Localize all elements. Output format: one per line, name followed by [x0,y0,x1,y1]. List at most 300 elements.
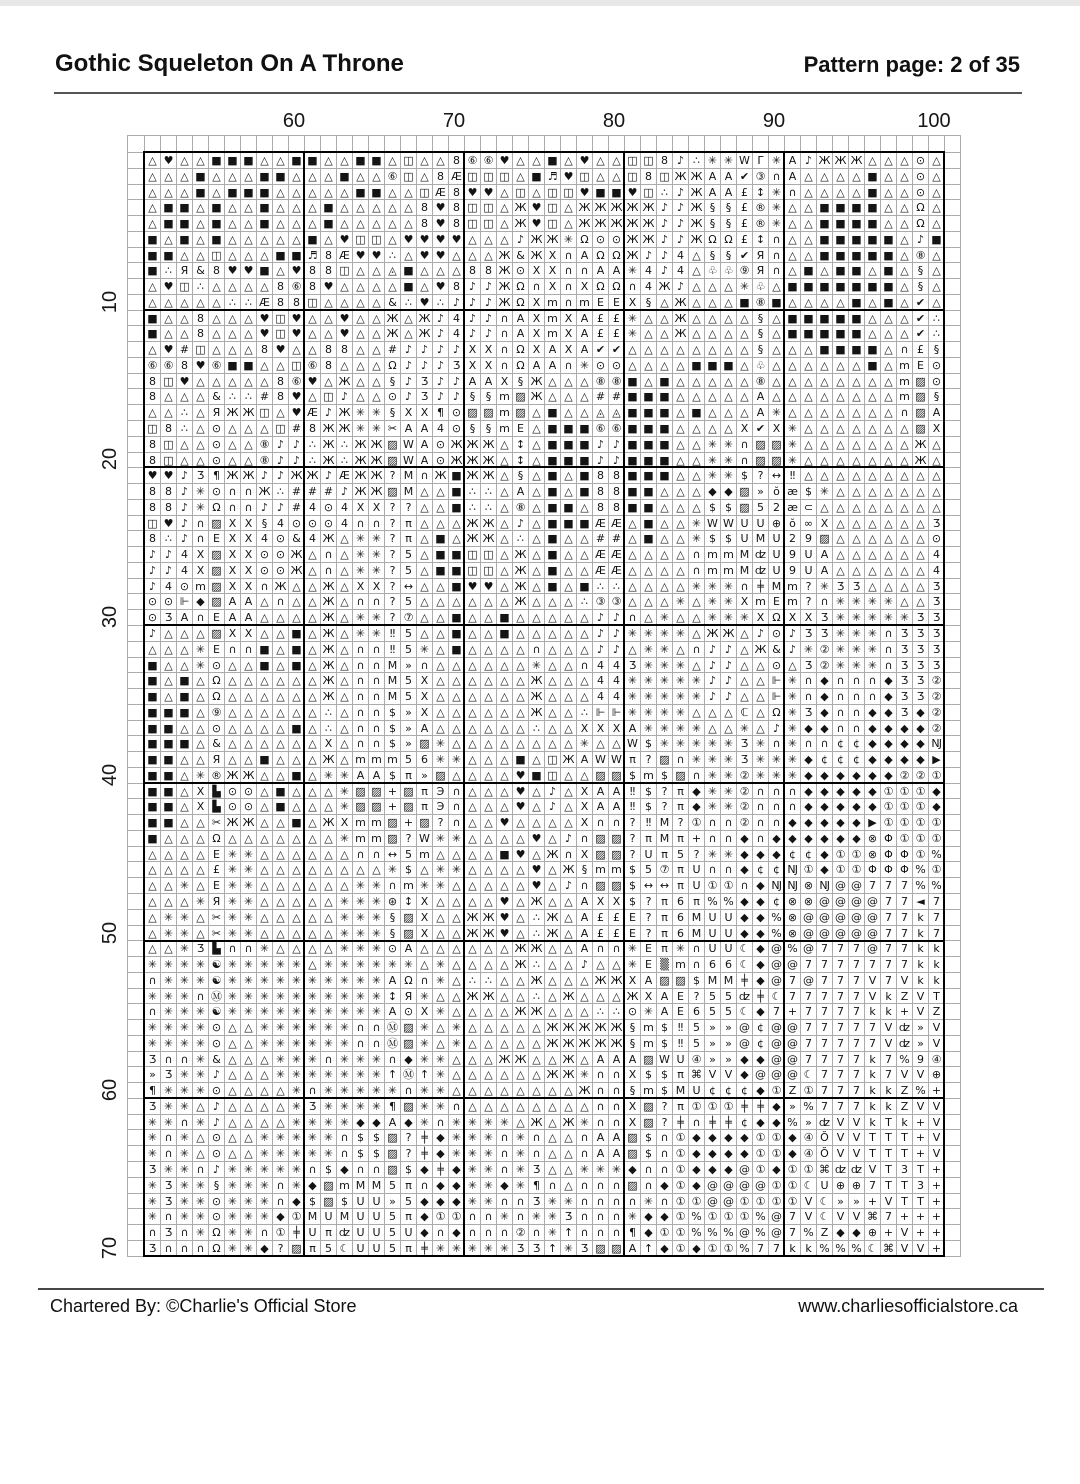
pattern-cell: 7 [849,973,865,989]
pattern-cell: Ж [241,405,257,421]
pattern-cell: ♪ [561,878,577,894]
pattern-cell: △ [497,705,513,721]
pattern-cell: ♪ [481,311,497,327]
pattern-cell: Ж [577,1036,593,1052]
pattern-cell: △ [177,326,193,342]
pattern-cell: △ [433,721,449,737]
pattern-cell: △ [497,642,513,658]
pattern-cell: △ [273,673,289,689]
pattern-cell: ◆ [705,1130,721,1146]
pattern-cell: @ [865,894,881,910]
pattern-cell: Ʒ [161,1194,177,1210]
pattern-cell: △ [529,405,545,421]
pattern-cell: ¶ [433,405,449,421]
pattern-cell: ♪ [513,516,529,532]
pattern-cell: ? [657,784,673,800]
pattern-cell: △ [305,910,321,926]
pattern-cell: 7 [881,926,897,942]
pattern-cell: » [913,1036,929,1052]
pattern-cell: ✳ [289,1115,305,1131]
pattern-cell: △ [177,311,193,327]
pattern-cell: △ [673,389,689,405]
pattern-cell: ⑧ [257,453,273,469]
pattern-cell: △ [897,185,913,201]
pattern-cell: ■ [657,405,673,421]
pattern-cell: △ [305,894,321,910]
pattern-cell: △ [257,421,273,437]
pattern-cell: ✳ [193,642,209,658]
pattern-cell: Ж [273,579,289,595]
pattern-cell: ⊙ [241,784,257,800]
pattern-cell: ■ [321,200,337,216]
pattern-cell: △ [145,185,161,201]
pattern-cell: △ [481,610,497,626]
pattern-cell: ♥ [369,248,385,264]
pattern-cell: X [417,689,433,705]
pattern-cell: ♪ [657,263,673,279]
margin-cell [945,1020,961,1036]
pattern-cell: æ [785,484,801,500]
pattern-cell: ♥ [145,468,161,484]
pattern-cell: ■ [145,815,161,831]
pattern-cell: Ж [609,216,625,232]
pattern-cell: △ [433,941,449,957]
pattern-cell: △ [225,326,241,342]
pattern-cell: △ [321,831,337,847]
pattern-cell: △ [385,216,401,232]
pattern-cell: △ [337,689,353,705]
pattern-cell: △ [465,941,481,957]
pattern-cell: △ [193,1130,209,1146]
pattern-cell: △ [465,1083,481,1099]
pattern-cell: X [417,910,433,926]
pattern-cell: + [929,1225,945,1241]
pattern-cell: △ [545,1099,561,1115]
pattern-cell: △ [689,705,705,721]
pattern-cell: 4 [337,500,353,516]
pattern-cell: » [705,1052,721,1068]
pattern-cell: △ [529,1099,545,1115]
pattern-cell: △ [337,642,353,658]
pattern-cell: △ [689,279,705,295]
pattern-cell: ? [689,847,705,863]
pattern-cell: M [689,926,705,942]
pattern-cell: £ [737,200,753,216]
pattern-cell: ∩ [481,1225,497,1241]
pattern-cell: π [625,752,641,768]
pattern-cell: A [593,784,609,800]
pattern-cell: ① [913,815,929,831]
pattern-cell: ■ [225,358,241,374]
pattern-cell: △ [481,941,497,957]
pattern-cell: A [481,374,497,390]
pattern-cell: ✳ [465,1162,481,1178]
pattern-cell: △ [369,389,385,405]
pattern-cell: △ [241,658,257,674]
pattern-cell: △ [785,405,801,421]
pattern-cell: ✳ [321,1130,337,1146]
pattern-cell: Ж [609,1036,625,1052]
pattern-cell: △ [897,453,913,469]
pattern-cell: Ж [417,311,433,327]
pattern-cell: ◆ [817,768,833,784]
margin-cell [945,516,961,532]
pattern-cell: Ж [241,468,257,484]
pattern-cell: 5 [385,1241,401,1257]
pattern-cell: 8 [273,374,289,390]
pattern-cell: △ [625,531,641,547]
pattern-cell: # [385,342,401,358]
pattern-cell: Ʒ [449,358,465,374]
pattern-cell: » [785,1099,801,1115]
pattern-cell: △ [881,389,897,405]
pattern-cell: Ǌ [929,736,945,752]
pattern-cell: ✳ [321,957,337,973]
pattern-cell: ◆ [657,1209,673,1225]
pattern-cell: ∴ [225,389,241,405]
pattern-cell: V [929,1099,945,1115]
pattern-cell: △ [625,642,641,658]
pattern-cell: ⊙ [241,799,257,815]
pattern-cell: ♥ [561,169,577,185]
pattern-cell: A [353,768,369,784]
pattern-cell: △ [225,200,241,216]
pattern-cell: ✳ [673,689,689,705]
pattern-cell: △ [497,721,513,737]
pattern-cell: ■ [449,547,465,563]
pattern-cell: Ж [529,248,545,264]
pattern-cell: # [593,531,609,547]
pattern-cell: A [545,358,561,374]
pattern-cell: △ [561,721,577,737]
pattern-cell: ∩ [833,721,849,737]
pattern-cell: Ж [497,1052,513,1068]
pattern-cell: △ [193,736,209,752]
pattern-cell: ▨ [209,579,225,595]
pattern-cell: ✳ [465,1194,481,1210]
pattern-cell: $ [385,705,401,721]
pattern-cell: △ [417,279,433,295]
pattern-cell: ∩ [769,263,785,279]
pattern-cell: X [369,579,385,595]
pattern-cell: ∩ [529,642,545,658]
pattern-cell: V [833,1130,849,1146]
pattern-cell: ☾ [737,1004,753,1020]
pattern-cell: △ [561,736,577,752]
pattern-cell: ╪ [737,973,753,989]
pattern-cell: △ [481,815,497,831]
pattern-cell: ? [385,531,401,547]
pattern-cell: Ω [209,1225,225,1241]
pattern-cell: £ [609,311,625,327]
pattern-cell: ʣ [817,1115,833,1131]
pattern-cell: △ [897,295,913,311]
pattern-cell: △ [433,263,449,279]
pattern-cell: ■ [625,374,641,390]
pattern-cell: △ [785,358,801,374]
pattern-cell: △ [737,658,753,674]
pattern-cell: △ [321,784,337,800]
pattern-cell: 7 [801,989,817,1005]
pattern-cell: △ [161,326,177,342]
pattern-cell: Ж [465,453,481,469]
pattern-cell: ■ [257,642,273,658]
pattern-cell: ∩ [609,1194,625,1210]
pattern-cell: △ [177,453,193,469]
pattern-cell: Ж [577,1020,593,1036]
pattern-cell: ■ [545,500,561,516]
pattern-cell: Ж [561,752,577,768]
pattern-cell: ♪ [609,626,625,642]
pattern-cell: ⌘ [881,1241,897,1257]
pattern-cell: E [209,610,225,626]
pattern-cell: ♪ [417,342,433,358]
pattern-cell: ■ [449,642,465,658]
pattern-cell: ■ [785,279,801,295]
pattern-cell: ◆ [705,1146,721,1162]
pattern-cell: △ [833,374,849,390]
pattern-cell: ✔ [737,248,753,264]
pattern-cell: Ж [321,531,337,547]
pattern-cell: X [529,295,545,311]
pattern-cell: △ [433,579,449,595]
pattern-cell: Ω [913,216,929,232]
pattern-cell: m [641,1083,657,1099]
pattern-cell: ¢ [753,1020,769,1036]
pattern-cell: ✳ [177,957,193,973]
pattern-cell: ⊙ [913,169,929,185]
pattern-cell: Ж [545,926,561,942]
pattern-cell: △ [481,1067,497,1083]
pattern-cell: △ [225,1099,241,1115]
pattern-cell: △ [849,500,865,516]
pattern-cell: ① [769,1083,785,1099]
pattern-cell: 9 [801,531,817,547]
pattern-cell: ✳ [753,736,769,752]
pattern-cell: ✳ [193,1225,209,1241]
pattern-cell: ◆ [705,484,721,500]
pattern-cell: » [753,484,769,500]
pattern-cell: $ [657,1067,673,1083]
pattern-cell: ■ [785,326,801,342]
pattern-cell: ◆ [273,1209,289,1225]
pattern-cell: ◆ [417,1209,433,1225]
pattern-cell: ✳ [337,1115,353,1131]
pattern-cell: + [913,1130,929,1146]
pattern-cell: ✳ [769,752,785,768]
pattern-cell: A [721,169,737,185]
pattern-cell: ■ [865,185,881,201]
pattern-cell: 7 [801,1052,817,1068]
pattern-cell: ◆ [753,878,769,894]
pattern-cell: $ [369,1130,385,1146]
pattern-cell: k [913,957,929,973]
pattern-cell: ■ [641,437,657,453]
pattern-cell: ■ [257,200,273,216]
pattern-cell: Ж [465,531,481,547]
pattern-cell: 5 [401,626,417,642]
pattern-cell: ■ [657,421,673,437]
pattern-cell: Ʒ [833,579,849,595]
pattern-cell: Ж [593,200,609,216]
pattern-cell: △ [881,421,897,437]
pattern-cell: △ [497,941,513,957]
pattern-cell: ▨ [385,1146,401,1162]
pattern-cell: ◆ [769,1115,785,1131]
pattern-cell: ① [785,1194,801,1210]
margin-cell [945,1194,961,1210]
pattern-cell: + [913,1209,929,1225]
pattern-cell: ② [929,689,945,705]
pattern-cell: & [513,248,529,264]
pattern-cell: Æ [449,169,465,185]
pattern-cell: △ [497,1083,513,1099]
pattern-cell: ■ [801,326,817,342]
pattern-cell: ✳ [673,594,689,610]
pattern-cell: ✳ [753,768,769,784]
pattern-cell: X [593,894,609,910]
pattern-cell: △ [273,768,289,784]
pattern-cell: △ [497,1036,513,1052]
pattern-cell: A [577,894,593,910]
pattern-cell: 4 [641,279,657,295]
pattern-cell: ʣ [897,1020,913,1036]
pattern-cell: ╪ [705,1115,721,1131]
pattern-cell: V [913,1241,929,1257]
pattern-cell: ✳ [289,989,305,1005]
pattern-cell: ✳ [257,941,273,957]
pattern-cell: ✳ [801,642,817,658]
pattern-cell: △ [753,673,769,689]
pattern-cell: ∩ [737,878,753,894]
pattern-cell: V [929,1020,945,1036]
pattern-cell: △ [177,248,193,264]
pattern-cell: △ [529,1083,545,1099]
pattern-cell: + [865,1194,881,1210]
pattern-cell: Ж [561,1020,577,1036]
pattern-cell: △ [737,626,753,642]
pattern-cell: E [593,295,609,311]
pattern-cell: 7 [881,1052,897,1068]
pattern-cell: ¢ [801,847,817,863]
pattern-cell: ♪ [673,153,689,169]
pattern-cell: 5 [673,847,689,863]
pattern-cell: △ [817,405,833,421]
pattern-cell: Ʒ [929,516,945,532]
pattern-cell: ✂ [209,815,225,831]
pattern-cell: ♪ [481,295,497,311]
pattern-cell: X [545,248,561,264]
pattern-cell: V [881,1020,897,1036]
pattern-cell: » [417,768,433,784]
pattern-cell: ∴ [305,437,321,453]
pattern-cell: ◆ [785,1130,801,1146]
pattern-cell: ■ [545,531,561,547]
pattern-cell: » [721,1052,737,1068]
pattern-cell: Z [897,989,913,1005]
pattern-cell: ▨ [401,926,417,942]
pattern-cell: △ [561,484,577,500]
pattern-cell: △ [913,563,929,579]
pattern-cell: △ [561,405,577,421]
pattern-cell: △ [497,658,513,674]
pattern-cell: △ [305,752,321,768]
margin-cell [945,358,961,374]
pattern-cell: △ [193,831,209,847]
pattern-cell: ♪ [449,342,465,358]
pattern-cell: ⑥ [609,421,625,437]
pattern-cell: 7 [817,989,833,1005]
pattern-cell: ✳ [577,1162,593,1178]
pattern-cell: △ [689,658,705,674]
pattern-cell: ① [753,1130,769,1146]
grid-bold-hline [143,624,945,626]
pattern-cell: ▨ [385,484,401,500]
pattern-cell: ✳ [161,1020,177,1036]
pattern-cell: Ж [513,200,529,216]
pattern-cell: M [657,815,673,831]
pattern-cell: △ [449,594,465,610]
pattern-cell: ◆ [849,831,865,847]
pattern-cell: ♪ [657,200,673,216]
pattern-cell: T [929,989,945,1005]
pattern-cell: 7 [785,973,801,989]
pattern-cell: ¢ [753,1036,769,1052]
pattern-cell: 7 [833,1083,849,1099]
pattern-cell: △ [433,847,449,863]
pattern-cell: △ [609,153,625,169]
pattern-cell: △ [481,831,497,847]
pattern-cell: 7 [881,910,897,926]
pattern-cell: ② [513,1225,529,1241]
pattern-cell: △ [481,752,497,768]
pattern-cell: ∩ [273,1194,289,1210]
pattern-cell: ⊙ [209,437,225,453]
pattern-cell: △ [833,185,849,201]
pattern-cell: △ [177,831,193,847]
pattern-cell: ▨ [417,815,433,831]
pattern-cell: U [769,547,785,563]
pattern-cell: ① [721,1209,737,1225]
pattern-cell: ▨ [641,1052,657,1068]
pattern-cell: ? [385,500,401,516]
pattern-cell: ◆ [737,831,753,847]
pattern-cell: ✳ [177,926,193,942]
pattern-cell: ♧ [753,358,769,374]
pattern-cell: △ [177,768,193,784]
pattern-cell: ✳ [177,1146,193,1162]
pattern-cell: ? [401,831,417,847]
pattern-cell: △ [481,736,497,752]
pattern-cell: @ [769,957,785,973]
pattern-cell: ◆ [801,815,817,831]
pattern-cell: △ [577,374,593,390]
pattern-cell: A [625,1241,641,1257]
pattern-cell: Ʒ [817,610,833,626]
pattern-cell: ✔ [913,295,929,311]
pattern-cell: △ [513,831,529,847]
pattern-cell: ✳ [257,1146,273,1162]
pattern-cell: » [705,1020,721,1036]
pattern-cell: △ [705,279,721,295]
pattern-cell: △ [833,421,849,437]
pattern-cell: △ [545,1052,561,1068]
pattern-cell: ▨ [385,437,401,453]
pattern-cell: # [289,484,305,500]
pattern-cell: ✳ [817,484,833,500]
pattern-cell: △ [193,153,209,169]
pattern-cell: Я [401,989,417,1005]
